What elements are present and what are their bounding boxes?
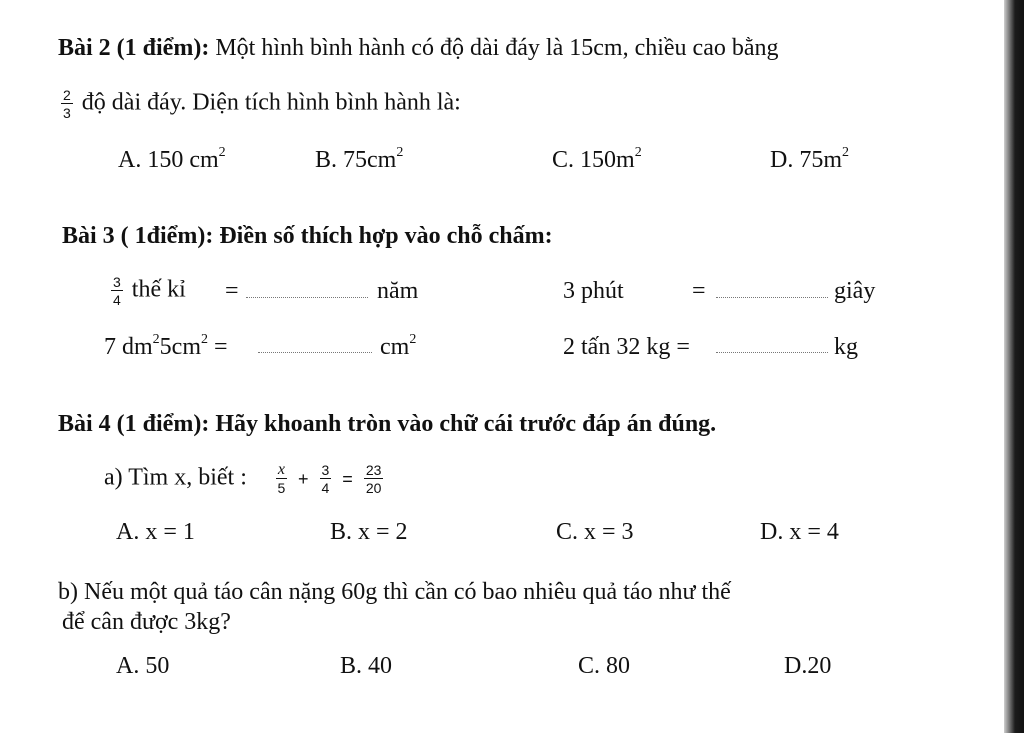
q4a-f1-den: 5: [277, 480, 286, 496]
q3-instruction: Điền số thích hợp vào chỗ chấm:: [219, 223, 553, 249]
q4a-option-b: B. x = 2: [330, 519, 408, 545]
q4a-f3-den: 20: [365, 480, 382, 496]
q4b-option-c: C. 80: [578, 653, 631, 679]
q3-r1b-blank[interactable]: [716, 281, 828, 298]
q3-r1b-unit: giây: [834, 278, 876, 304]
q3-r2a-unit-exp: 2: [409, 332, 417, 347]
q3-r2b-unit: kg: [834, 334, 858, 360]
q2-text-line1: Một hình bình hành có độ dài đáy là 15cm, chiều cao bằng: [215, 35, 779, 61]
q4a-frac-x: [276, 463, 287, 495]
right-edge-shadow: [1004, 0, 1024, 733]
q3-r1b-eq: =: [692, 278, 706, 304]
q3-frac-den: 4: [113, 292, 121, 308]
q3-r1a-eq: =: [225, 278, 239, 304]
q4a-option-d: D. x = 4: [760, 519, 839, 545]
q3-fraction: [111, 275, 123, 307]
q3-row2-left: [104, 333, 228, 361]
q3-r1b-text: 3 phút: [563, 278, 624, 304]
q2-opt-b-exp: 2: [396, 145, 404, 160]
q4a-frac-3-4: [320, 463, 332, 495]
q4a-label: a) Tìm x, biết :: [104, 464, 247, 491]
q3-r2a-blank[interactable]: [258, 336, 372, 353]
q3-r1a-unit: năm: [377, 278, 419, 304]
q2-line2: [58, 88, 461, 120]
q3-r2a-part1: 7 dm: [104, 334, 153, 360]
q4a-f2-num: 3: [321, 462, 330, 478]
q3-r2b-blank[interactable]: [716, 336, 828, 353]
q4a-equals: =: [342, 469, 353, 489]
q2-opt-b-text: B. 75cm: [315, 147, 397, 173]
q2-opt-c-text: C. 150m: [552, 147, 635, 173]
q2-option-b: [315, 146, 403, 174]
q2-opt-d-exp: 2: [842, 145, 849, 160]
q2-option-c: [552, 146, 642, 174]
q4a-option-a: A. x = 1: [116, 519, 195, 545]
q3-r2a-unit: cm: [380, 334, 410, 360]
q4-title: Bài 4 (1 điểm):: [58, 411, 210, 437]
q4b-option-b: B. 40: [340, 653, 393, 679]
q3-r2a-exp2: 2: [201, 332, 208, 347]
q4a-f1-num: x: [277, 461, 285, 478]
q4a-f2-den: 4: [321, 480, 330, 496]
q2-option-a: [118, 146, 226, 174]
q3-frac-num: 3: [113, 274, 121, 290]
q3-r1a-blank[interactable]: [246, 281, 368, 298]
q3-row1-left: [108, 275, 186, 307]
q3-title: Bài 3 ( 1điểm):: [62, 223, 214, 249]
q3-r2a-part2: 5cm: [159, 334, 201, 360]
q2-opt-a-exp: 2: [218, 145, 226, 160]
q2-opt-c-exp: 2: [634, 145, 642, 160]
q4b-option-a: A. 50: [116, 653, 170, 679]
q2-frac-num: 2: [63, 87, 71, 103]
q3-r2a-unit-wrap: [380, 333, 416, 361]
q4a-f3-num: 23: [365, 462, 382, 478]
q2-fraction: [61, 88, 73, 120]
q2-frac-den: 3: [63, 105, 71, 121]
q3-r2a-eq: =: [214, 334, 228, 360]
q4a-line: [104, 463, 386, 495]
q2-text-line2: độ dài đáy. Diện tích hình bình hành là:: [81, 89, 461, 116]
q2-opt-d-text: D. 75m: [770, 147, 842, 173]
q4b-option-d: D.20: [784, 653, 832, 679]
q4a-option-c: C. x = 3: [556, 519, 634, 545]
q4-instruction: Hãy khoanh tròn vào chữ cái trước đáp án đúng.: [215, 411, 717, 437]
q2-line1: [58, 34, 779, 62]
q3-r2b-text: 2 tấn 32 kg =: [563, 334, 690, 360]
q3-r2a-exp1: 2: [152, 332, 160, 347]
q2-title: Bài 2 (1 điểm):: [58, 35, 210, 61]
q3-heading: [62, 222, 553, 250]
q4-heading: [58, 410, 716, 438]
q3-r1a-text: thế kỉ: [131, 276, 186, 303]
q2-opt-a-text: A. 150 cm: [118, 147, 219, 173]
q4a-frac-23-20: [364, 463, 384, 495]
q4a-plus: +: [297, 469, 309, 489]
q4b-line1: b) Nếu một quả táo cân nặng 60g thì cần có bao nhiêu quả táo như thế: [58, 579, 731, 605]
q2-option-d: [770, 146, 849, 174]
q4b-line2: để cân được 3kg?: [62, 609, 231, 635]
